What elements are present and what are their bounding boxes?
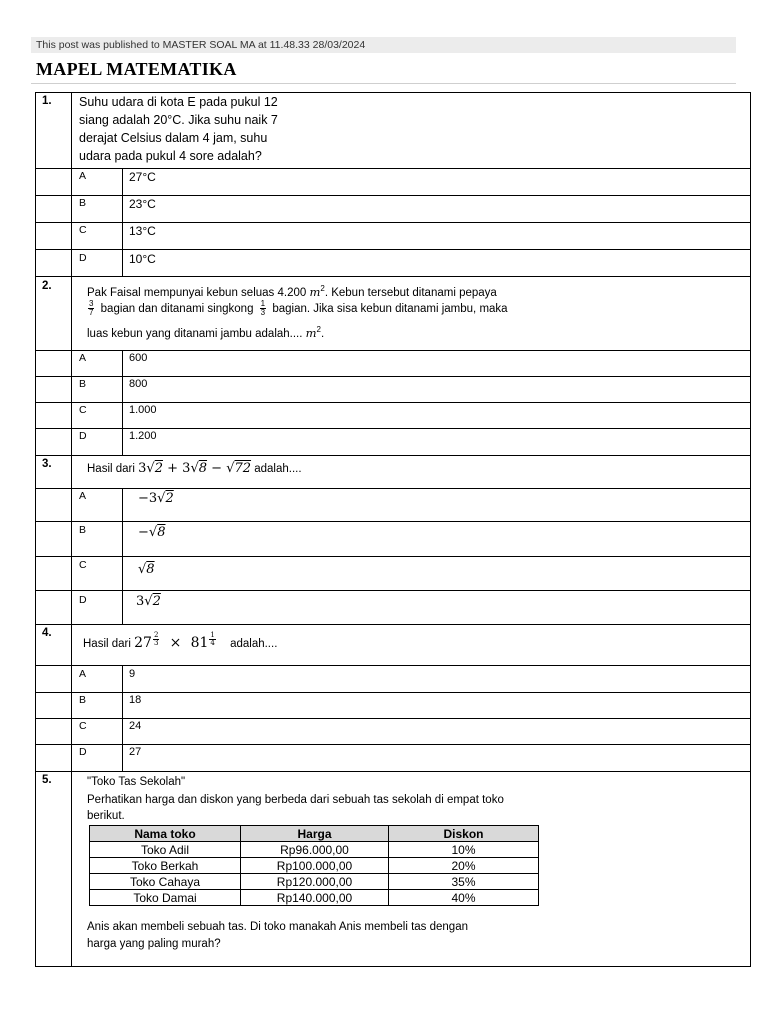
option-value: 23°C [129, 197, 156, 211]
option-column-divider [122, 488, 123, 624]
question-text-line: harga yang paling murah? [87, 938, 221, 950]
question-text-line [83, 632, 277, 655]
base: 27 [134, 635, 152, 651]
option-value: 9 [129, 668, 136, 680]
text-fragment: . [321, 327, 325, 340]
row-divider [35, 718, 751, 719]
text-fragment: bagian. Jika sisa kebun ditanami jambu, maka [272, 303, 508, 315]
table-cell: Rp100.000,00 [241, 858, 389, 874]
text-fragment: luas kebun yang ditanami jambu adalah.... [87, 327, 306, 340]
row-divider [35, 350, 751, 351]
radicand: 8 [157, 525, 166, 540]
row-divider [35, 590, 751, 591]
unit-exponent: 2 [320, 284, 325, 293]
row-divider [35, 168, 751, 169]
option-label: B [79, 378, 87, 390]
radicand: 2 [152, 594, 161, 609]
radicand: 72 [234, 461, 252, 476]
row-divider [35, 665, 751, 666]
option-label: D [79, 252, 87, 264]
multiply-operator: × [169, 635, 182, 651]
question-number: 3. [42, 458, 52, 470]
question-text-line [87, 280, 497, 302]
question-text-line: Suhu udara di kota E pada pukul 12 [79, 95, 278, 109]
row-divider [35, 376, 751, 377]
row-divider [35, 744, 751, 745]
fractional-exponent [209, 632, 215, 647]
table-cell: Rp140.000,00 [241, 890, 389, 906]
option-label: B [79, 524, 87, 536]
table-cell: 10% [389, 842, 539, 858]
coefficient: 3 [136, 594, 145, 609]
table-cell: Toko Adil [90, 842, 241, 858]
row-divider [35, 402, 751, 403]
option-column-divider [122, 665, 123, 771]
option-value: −3√2 [138, 491, 174, 506]
radical-term: 3√2 + 3√8 − √72 [138, 461, 252, 476]
radicand: 8 [198, 461, 208, 476]
question-text-line: berikut. [87, 810, 125, 822]
table-row [90, 874, 539, 890]
denominator: 3 [153, 639, 159, 647]
row-divider [35, 249, 751, 250]
operator: − [207, 461, 227, 476]
option-value: √8 [138, 562, 155, 577]
option-label: C [79, 404, 87, 416]
option-label: C [79, 720, 87, 732]
numerator: 2 [153, 631, 159, 639]
numerator: 1 [210, 631, 215, 639]
row-divider [35, 195, 751, 196]
price-table [89, 825, 539, 906]
option-label: A [79, 352, 87, 364]
row-divider [35, 692, 751, 693]
option-column-divider [122, 168, 123, 276]
table-row [90, 842, 539, 858]
question-number: 2. [42, 280, 52, 292]
option-value: 27 [129, 746, 142, 758]
operator: + [163, 461, 183, 476]
row-divider [35, 222, 751, 223]
table-header-cell: Diskon [389, 826, 539, 842]
base: 81 [190, 635, 209, 651]
unit-symbol: m [309, 284, 321, 299]
option-value: 600 [129, 352, 148, 364]
text-fragment: . Kebun tersebut ditanami pepaya [324, 286, 497, 299]
option-label: C [79, 224, 87, 236]
option-label: D [79, 594, 87, 606]
table-header-row [90, 826, 539, 842]
denominator: 7 [89, 308, 94, 318]
power-term [134, 631, 160, 651]
question-text-line: derajat Celsius dalam 4 jam, suhu [79, 131, 268, 145]
option-value: 13°C [129, 224, 156, 238]
question-heading: "Toko Tas Sekolah" [87, 776, 186, 788]
option-value: 27°C [129, 170, 156, 184]
denominator: 4 [210, 639, 215, 647]
option-label: B [79, 197, 87, 209]
option-column-divider [122, 350, 123, 455]
question-divider [35, 276, 751, 277]
option-label: C [79, 559, 87, 571]
question-number: 4. [42, 627, 52, 639]
question-text-line [87, 460, 302, 478]
option-label: D [79, 746, 87, 758]
question-text-line [87, 321, 324, 343]
table-cell: 35% [389, 874, 539, 890]
table-cell: 20% [389, 858, 539, 874]
table-header-cell: Nama toko [90, 826, 241, 842]
table-cell: Toko Cahaya [90, 874, 241, 890]
page-title: MAPEL MATEMATIKA [36, 59, 237, 79]
radicand: 8 [146, 562, 155, 577]
question-text-line [85, 300, 508, 318]
power-term [190, 631, 217, 651]
question-divider [35, 771, 751, 772]
option-value: 10°C [129, 252, 156, 266]
coefficient: −3 [138, 491, 158, 506]
option-label: A [79, 170, 87, 182]
question-text-line: Anis akan membeli sebuah tas. Di toko manakah Anis membeli tas dengan [87, 921, 468, 933]
question-text-line: siang adalah 20°C. Jika suhu naik 7 [79, 113, 278, 127]
numerator: 1 [260, 299, 266, 309]
question-divider [35, 624, 751, 625]
option-label: B [79, 694, 87, 706]
option-label: A [79, 668, 87, 680]
table-cell: Rp120.000,00 [241, 874, 389, 890]
table-header-cell: Harga [241, 826, 389, 842]
coefficient: 3 [182, 461, 191, 476]
question-number: 1. [42, 95, 52, 107]
option-value: 18 [129, 694, 142, 706]
publish-banner: This post was published to MASTER SOAL MA at 11.48.33 28/03/2024 [31, 37, 736, 53]
question-divider [35, 455, 751, 456]
option-label: A [79, 490, 87, 502]
text-fragment: adalah.... [251, 463, 302, 475]
question-text-line: Perhatikan harga dan diskon yang berbeda dari sebuah tas sekolah di empat toko [87, 794, 504, 806]
coefficient: 3 [138, 461, 147, 476]
table-row [90, 890, 539, 906]
question-number: 5. [42, 774, 52, 786]
row-divider [35, 556, 751, 557]
numerator: 3 [89, 299, 94, 309]
table-row [90, 858, 539, 874]
text-fragment: Pak Faisal mempunyai kebun seluas 4.200 [87, 286, 310, 299]
radicand: 2 [165, 491, 174, 506]
option-value: 1.000 [129, 404, 157, 416]
option-value: −√8 [138, 525, 166, 540]
question-text-line: udara pada pukul 4 sore adalah? [79, 149, 262, 163]
row-divider [35, 521, 751, 522]
unit-symbol: m [305, 325, 317, 340]
fraction [88, 300, 94, 317]
text-fragment: adalah.... [230, 638, 278, 650]
text-fragment: bagian dan ditanami singkong [100, 303, 254, 315]
unit-exponent: 2 [316, 325, 321, 334]
text-fragment: Hasil dari [83, 638, 135, 650]
coefficient: − [138, 525, 149, 540]
denominator: 3 [260, 308, 266, 318]
table-cell: 40% [389, 890, 539, 906]
fractional-exponent [153, 632, 159, 647]
option-value: 1.200 [129, 430, 157, 442]
row-divider [35, 488, 751, 489]
title-divider [31, 83, 736, 84]
number-column-divider [71, 92, 72, 967]
option-value: 24 [129, 720, 142, 732]
text-fragment: Hasil dari [87, 463, 139, 475]
option-value: 3√2 [136, 594, 161, 609]
table-cell: Rp96.000,00 [241, 842, 389, 858]
radicand: 2 [154, 461, 163, 476]
fraction [260, 300, 266, 317]
table-cell: Toko Berkah [90, 858, 241, 874]
option-label: D [79, 430, 87, 442]
option-value: 800 [129, 378, 148, 390]
table-cell: Toko Damai [90, 890, 241, 906]
row-divider [35, 428, 751, 429]
